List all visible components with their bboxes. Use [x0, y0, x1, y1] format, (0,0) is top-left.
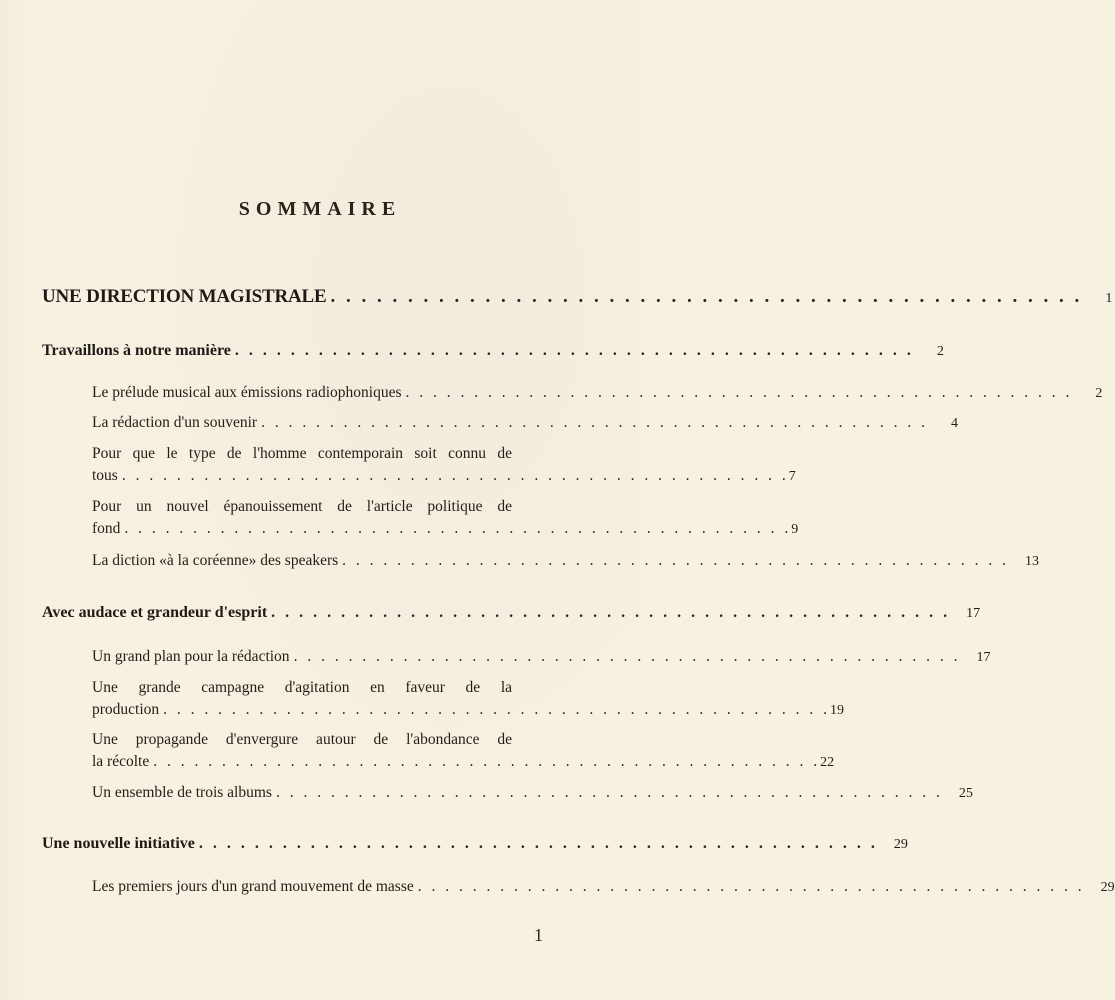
toc-label-continued: la récolte: [92, 753, 150, 770]
toc-page-number: 2: [1095, 386, 1103, 401]
dot-leader: . . . . . . . . . . . . . . . . . . . . . . . . . . . . . . . . . . . . . . . . . . . . . . . . .: [261, 414, 928, 431]
dot-leader: . . . . . . . . . . . . . . . . . . . . . . . . . . . . . . . . . . . . . . . . . . . . . . . . .: [124, 520, 792, 537]
toc-label-continued: fond: [92, 520, 121, 537]
toc-label: UNE DIRECTION MAGISTRALE: [42, 286, 327, 307]
toc-page-number: 29: [1100, 880, 1115, 895]
toc-label: La rédaction d'un souvenir: [92, 414, 258, 431]
toc-section-entry: [92, 878, 1115, 896]
toc-label: Pour un nouvel épanouissement de l'article politique de: [92, 498, 512, 515]
toc-section-entry: [92, 679, 845, 719]
toc-chapter-entry: [42, 835, 908, 853]
toc-section-entry: [92, 784, 973, 802]
toc-page-number: 17: [966, 606, 981, 621]
dot-leader: . . . . . . . . . . . . . . . . . . . . . . . . . . . . . . . . . . . . . . . . . . . . . . . . .: [342, 552, 1010, 569]
toc-section-entry: [92, 731, 835, 771]
toc-page-number: 25: [958, 786, 973, 801]
toc-label: Le prélude musical aux émissions radiophoniques: [92, 384, 402, 401]
toc-label: Un ensemble de trois albums: [92, 784, 272, 801]
dot-leader: . . . . . . . . . . . . . . . . . . . . . . . . . . . . . . . . . . . . . . . . . . . . . . . . .: [198, 835, 878, 852]
dot-leader: . . . . . . . . . . . . . . . . . . . . . . . . . . . . . . . . . . . . . . . . . . . . . . . . .: [153, 753, 821, 770]
toc-page-number: 29: [893, 837, 908, 852]
toc-part-entry: [42, 286, 1113, 308]
toc-page-number: 2: [936, 344, 944, 359]
toc-chapter-entry: [42, 342, 944, 360]
dot-leader: . . . . . . . . . . . . . . . . . . . . . . . . . . . . . . . . . . . . . . . . . . . . . . . . .: [271, 604, 951, 621]
dot-leader: . . . . . . . . . . . . . . . . . . . . . . . . . . . . . . . . . . . . . . . . . . . . . . . . .: [275, 784, 943, 801]
toc-section-entry: [92, 552, 1040, 570]
dot-leader: . . . . . . . . . . . . . . . . . . . . . . . . . . . . . . . . . . . . . . . . . . . . . . . . .: [163, 701, 831, 718]
toc-label: Travaillons à notre manière: [42, 342, 231, 359]
dot-leader: . . . . . . . . . . . . . . . . . . . . . . . . . . . . . . . . . . . . . . . . . . . . . . . . .: [417, 878, 1085, 895]
toc-section-entry: [92, 384, 1103, 402]
toc-label: Une grande campagne d'agitation en faveur de la: [92, 679, 512, 696]
toc-label: Un grand plan pour la rédaction: [92, 648, 290, 665]
toc-label: Pour que le type de l'homme contemporain soit connu de: [92, 445, 512, 462]
toc-label-continued: production: [92, 701, 160, 718]
dot-leader: . . . . . . . . . . . . . . . . . . . . . . . . . . . . . . . . . . . . . . . . . . . . . . . . .: [293, 648, 961, 665]
toc-label: Une nouvelle initiative: [42, 835, 195, 852]
toc-page-number: 9: [791, 522, 799, 537]
toc-section-entry: [92, 498, 799, 538]
page-title: SOMMAIRE: [238, 198, 402, 220]
dot-leader: . . . . . . . . . . . . . . . . . . . . . . . . . . . . . . . . . . . . . . . . . . . . . . . . .: [234, 342, 914, 359]
toc-chapter-entry: [42, 604, 981, 622]
toc-page-number: 13: [1025, 554, 1040, 569]
dot-leader: . . . . . . . . . . . . . . . . . . . . . . . . . . . . . . . . . . . . . . . . . . . . . . . . .: [121, 467, 789, 484]
toc-label: Une propagande d'envergure autour de l'abondance de: [92, 731, 512, 748]
toc-page-number: 1: [1105, 291, 1113, 306]
page-folio-number: 1: [534, 925, 543, 945]
toc-label: Avec audace et grandeur d'esprit: [42, 604, 268, 621]
toc-page-number: 22: [820, 755, 835, 770]
toc-label: Les premiers jours d'un grand mouvement de masse: [92, 878, 414, 895]
toc-label: La diction «à la coréenne» des speakers: [92, 552, 339, 569]
toc-section-entry: [92, 414, 958, 432]
toc-label-continued: tous: [92, 467, 118, 484]
toc-section-entry: [92, 445, 796, 485]
toc-page-number: 19: [830, 703, 845, 718]
dot-leader: . . . . . . . . . . . . . . . . . . . . . . . . . . . . . . . . . . . . . . . . . . . . . . . . .: [405, 384, 1073, 401]
dot-leader: . . . . . . . . . . . . . . . . . . . . . . . . . . . . . . . . . . . . . . . . . . . . . . . . .: [330, 286, 1083, 307]
toc-section-entry: [92, 648, 991, 666]
toc-page-number: 4: [950, 416, 958, 431]
toc-page-number: 7: [788, 469, 796, 484]
toc-page-number: 17: [976, 650, 991, 665]
